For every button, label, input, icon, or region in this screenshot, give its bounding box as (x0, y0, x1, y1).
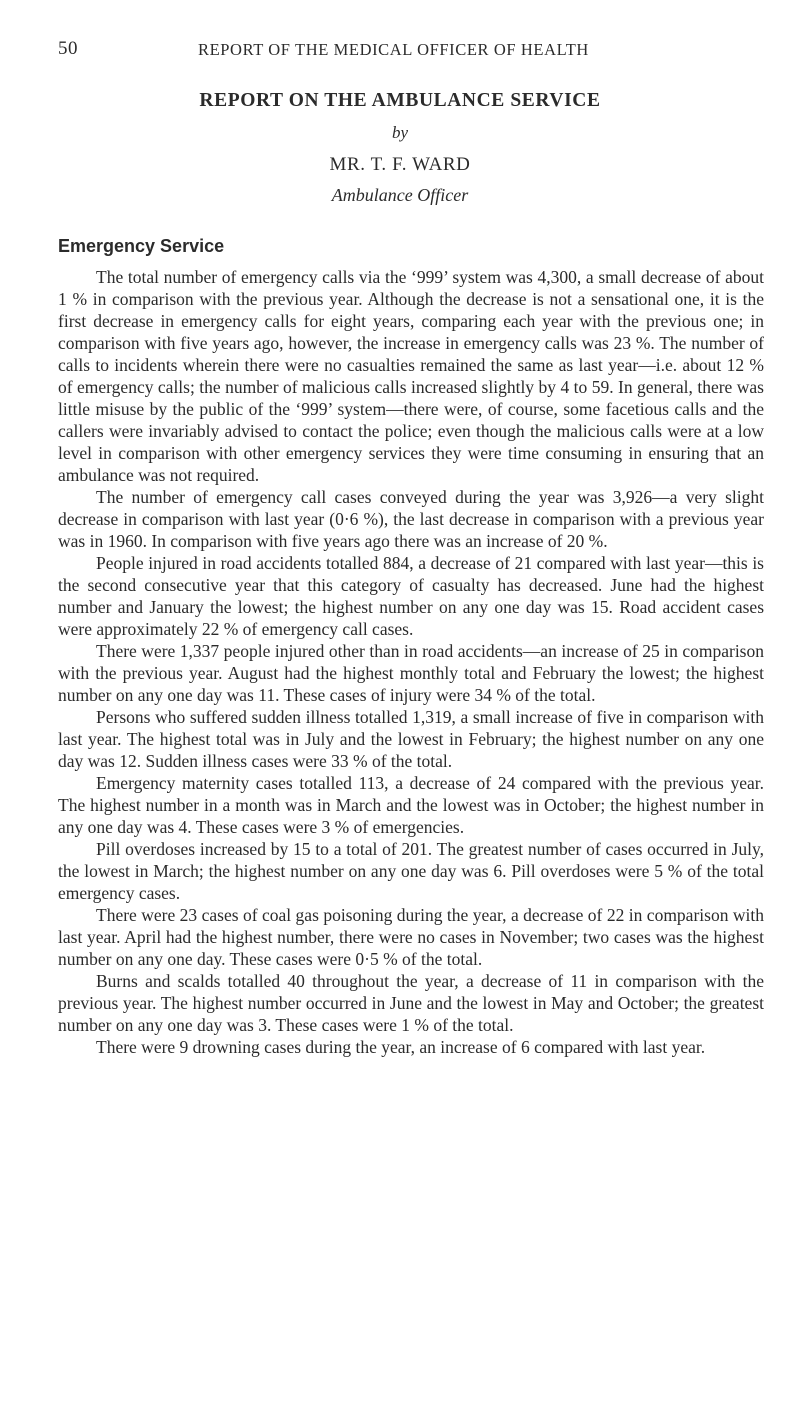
paragraph-burns-scalds: Burns and scalds totalled 40 throughout the year, a decrease of 11 in comparison with the previous year. The highest number occurred in June and the lowest in May and October; the greatest number on any one day was 3. These cases were 1 % of the total. (58, 971, 764, 1035)
page-number: 50 (58, 38, 78, 59)
paragraph-road-accidents: People injured in road accidents totalled 884, a decrease of 21 compared with last year—this is the second consecutive year that this category of casualty has decreased. June had the highest number and January the lowest; the highest number on any one day was 15. Road accident cases were approximately 22 % of emergency call cases. (58, 553, 764, 639)
paragraph-drowning: There were 9 drowning cases during the year, an increase of 6 compared with last year. (96, 1037, 706, 1057)
paragraph-other-injuries: There were 1,337 people injured other than in road accidents—an increase of 25 in comparison with the previous year. August had the highest monthly total and February the lowest; the highest number on any one day was 11. These cases of injury were 34 % of the total. (58, 641, 764, 705)
author-name: MR. T. F. WARD (329, 154, 471, 175)
by-line: by (391, 123, 409, 142)
paragraph-sudden-illness: Persons who suffered sudden illness totalled 1,319, a small increase of five in comparison with last year. The highest total was in July and the lowest in February; the highest number on any one day was 12. Sudden illness cases were 33 % of the total. (58, 707, 764, 771)
running-header (58, 38, 758, 66)
paragraph-pill-overdoses: Pill overdoses increased by 15 to a total of 201. The greatest number of cases occurred in July, the lowest in March; the highest number on any one day was 6. Pill overdoses were 5 % of the total emergency cases. (58, 839, 764, 903)
paragraph-cases-conveyed: The number of emergency call cases conveyed during the year was 3,926—a very slight decrease in comparison with last year (0·6 %), the last decrease in comparison with a previous year was in 1960. In comparison with five years ago there was an increase of 20 %. (58, 487, 764, 551)
author-role: Ambulance Officer (331, 185, 469, 205)
report-title: REPORT ON THE AMBULANCE SERVICE (199, 90, 601, 111)
paragraph-maternity: Emergency maternity cases totalled 113, a decrease of 24 compared with the previous year. The highest number in a month was in March and the lowest was in October; the highest number in any one day was 4. These cases were 3 % of emergencies. (58, 773, 764, 837)
section-heading: Emergency Service (58, 236, 225, 256)
report-title-block (0, 88, 800, 207)
running-title: REPORT OF THE MEDICAL OFFICER OF HEALTH (198, 40, 589, 59)
paragraph-total-calls: The total number of emergency calls via the ‘999’ system was 4,300, a small decrease of about 1 % in comparison with the previous year. Although the decrease is not a sensational one, it is the first decrease in emergency calls for eight years, comparing each year with the previous one; in comparison with five years ago, however, the increase in emergency calls was 23 %. The number of calls to incidents wherein there were no casualties remained the same as last year—i.e. about 12 % of emergency calls; the number of malicious calls increased slightly by 4 to 59. In general, there was little misuse by the public of the ‘999’ system—there were, of course, some facetious calls and the callers were invariably advised to contact the police; even though the malicious calls were at a low level in comparison with other emergency services they were time consuming in ensuring that an ambulance was not required. (58, 267, 764, 485)
paragraph-coal-gas: There were 23 cases of coal gas poisoning during the year, a decrease of 22 in comparison with last year. April had the highest number, there were no cases in November; two cases was the highest number on any one day. These cases were 0·5 % of the total. (58, 905, 764, 969)
section-body (58, 266, 764, 1058)
